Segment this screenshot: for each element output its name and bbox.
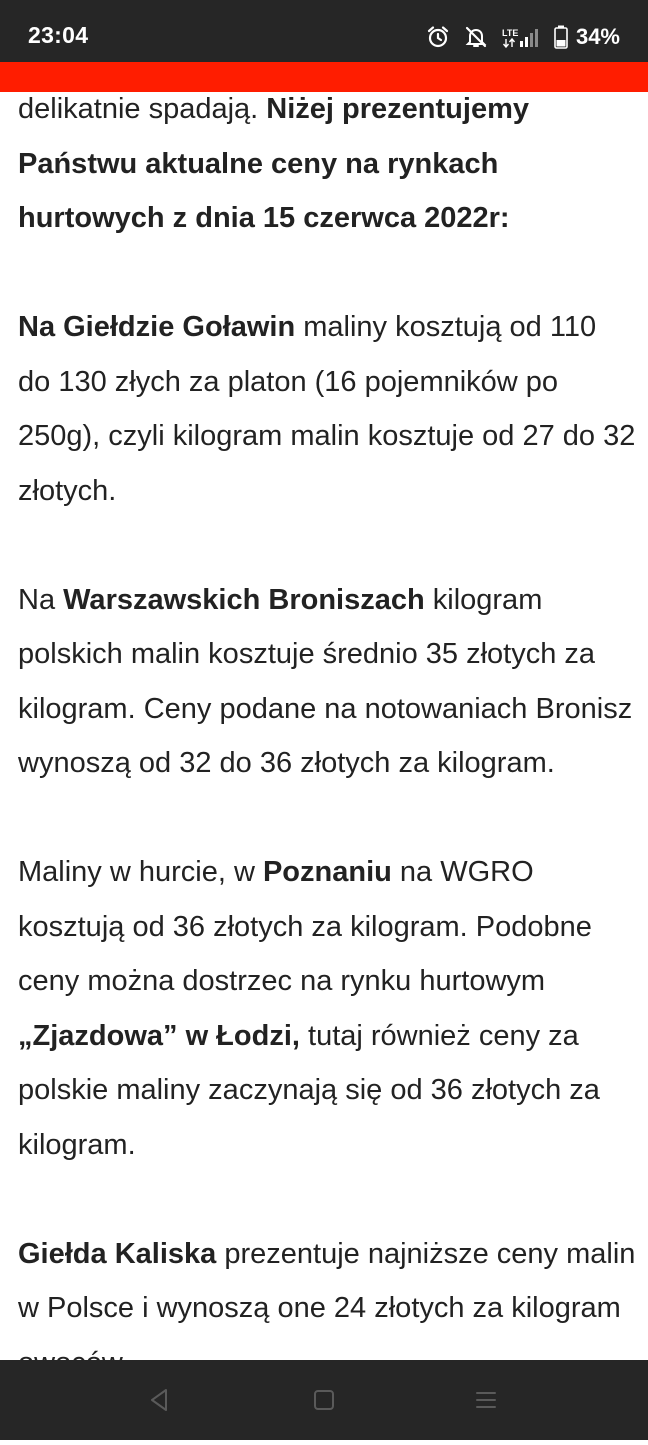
notifications-off-icon [464, 25, 488, 49]
home-button[interactable] [308, 1384, 340, 1416]
bold-text: Warszawskich Broniszach [63, 583, 425, 616]
status-time: 23:04 [28, 22, 89, 48]
paragraph-golawin [18, 300, 636, 518]
home-icon [311, 1387, 337, 1413]
text: Maliny w hurcie, w [18, 856, 263, 888]
back-button[interactable] [143, 1384, 175, 1416]
bold-text: Na Giełdzie Goławin [18, 311, 296, 343]
text: prezentuje najniższe ceny malin w Polsce i wynoszą one 24 złotych za kilogram [18, 1237, 636, 1324]
bold-text: Giełda Kaliska [18, 1237, 217, 1270]
bold-text: „Zjazdowa” w Łodzi, [18, 1019, 300, 1052]
alarm-icon [426, 25, 450, 49]
lte-signal-icon [502, 25, 540, 49]
text: maliny kosztują od 110 do 130 złych za platon (16 pojemników po 250g), czyli kilogram malin kosztuje od 27 do 32 złotych. [18, 311, 636, 507]
recents-icon [473, 1387, 499, 1413]
text: na WGRO kosztują od 36 złotych za kilogram. Podobne ceny można dostrzec na rynku hurtowym [18, 856, 592, 997]
navigation-bar [0, 1360, 648, 1440]
paragraph-intro [18, 82, 636, 246]
paragraph-poznan-lodz [18, 845, 636, 1172]
article-body [18, 82, 636, 1445]
text: kilogram polskich malin kosztuje średnio 35 złotych za kilogram. Ceny podane na notowaniach Bronisz wynoszą od 32 do 36 złotych za kilogram. [18, 583, 633, 779]
back-icon [146, 1387, 172, 1413]
status-icons [426, 22, 620, 52]
text: Na [18, 583, 64, 616]
bold-text: Niżej prezentujemy Państwu aktualne ceny na rynkach hurtowych z dnia 15 czerwca 2022r: [18, 93, 529, 234]
recents-button[interactable] [470, 1384, 502, 1416]
paragraph-bronisze [18, 573, 636, 791]
bold-text: Poznaniu [262, 856, 392, 888]
text: delikatnie spadają. [18, 93, 267, 125]
status-bar [0, 0, 648, 62]
svg-text:LTE: LTE [501, 28, 519, 38]
battery-percent: 34% [575, 24, 620, 49]
battery-icon [554, 25, 568, 49]
text: tutaj również ceny za polskie maliny zaczynają się od 36 złotych za kilogram. [18, 1019, 600, 1161]
